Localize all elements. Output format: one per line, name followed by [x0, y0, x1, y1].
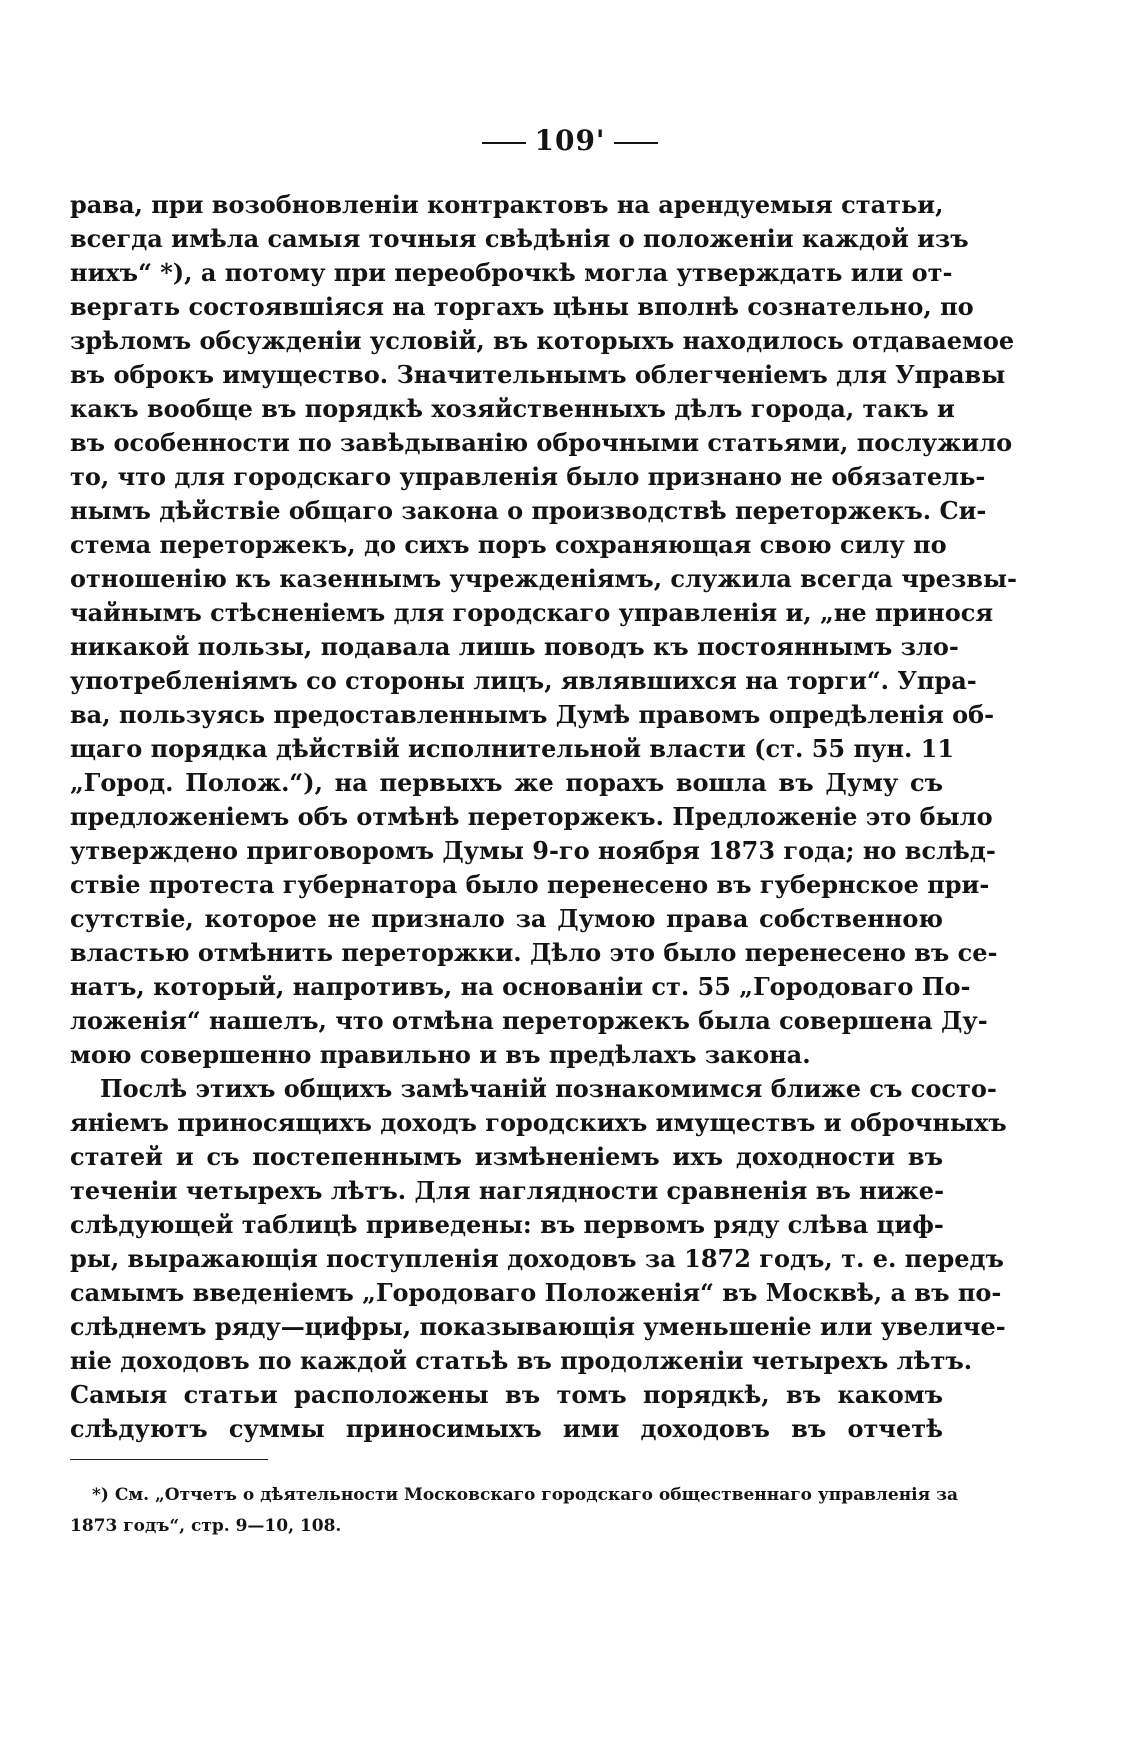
- text-line: какъ вообще въ порядкѣ хозяйственныхъ дѣлъ города, такъ и: [70, 394, 955, 423]
- text-line: Послѣ этихъ общихъ замѣчаній познакомимся ближе съ состо-: [100, 1074, 997, 1103]
- footnote: [70, 1480, 958, 1542]
- text-line: нихъ“ *), а потому при переоброчкѣ могла утверждать или от-: [70, 258, 953, 287]
- text-line: нымъ дѣйствіе общаго закона о производствѣ переторжекъ. Си-: [70, 496, 987, 525]
- text-line: ва, пользуясь предоставленнымъ Думѣ правомъ опредѣленія об-: [70, 700, 995, 729]
- text-line: утверждено приговоромъ Думы 9-го ноября 1873 года; но вслѣд-: [70, 836, 996, 865]
- text-line: слѣдующей таблицѣ приведены: въ первомъ ряду слѣва циф-: [70, 1210, 944, 1239]
- text-line: въ особенности по завѣдыванію оброчными статьями, послужило: [70, 428, 1013, 457]
- text-line: Самыя статьи расположены въ томъ порядкѣ, въ какомъ: [70, 1380, 943, 1409]
- text-line: стема переторжекъ, до сихъ поръ сохраняющая свою силу по: [70, 530, 947, 559]
- text-line: никакой пользы, подавала лишь поводъ къ постояннымъ зло-: [70, 632, 959, 661]
- footnote-divider: [70, 1459, 268, 1460]
- page-number-text: 109': [534, 124, 606, 157]
- text-line: слѣдуютъ суммы приносимыхъ ими доходовъ въ отчетѣ: [70, 1414, 943, 1443]
- text-line: натъ, который, напротивъ, на основаніи ст. 55 „Городоваго По-: [70, 972, 971, 1001]
- page-number: [0, 124, 1140, 157]
- text-line: слѣднемъ ряду—цифры, показывающія уменьшеніе или увеличе-: [70, 1312, 1006, 1341]
- body-text: [70, 188, 1017, 1446]
- text-line: зрѣломъ обсужденіи условій, въ которыхъ находилось отдаваемое: [70, 326, 1015, 355]
- page-number-dash-left: [482, 142, 526, 144]
- page-number-dash-right: [614, 142, 658, 144]
- text-line: ствіе протеста губернатора было перенесено въ губернское при-: [70, 870, 990, 899]
- text-line: вергать состоявшіяся на торгахъ цѣны вполнѣ сознательно, по: [70, 292, 974, 321]
- text-line: чайнымъ стѣсненіемъ для городскаго управленія и, „не принося: [70, 598, 994, 627]
- text-line: ложенія“ нашелъ, что отмѣна переторжекъ была совершена Ду-: [70, 1006, 988, 1035]
- footnote-line: 1873 годъ“, стр. 9—10, 108.: [70, 1516, 342, 1536]
- text-line: ніе доходовъ по каждой статьѣ въ продолженіи четырехъ лѣтъ.: [70, 1346, 973, 1375]
- text-line: властью отмѣнить переторжки. Дѣло это было перенесено въ се-: [70, 938, 998, 967]
- text-line: отношенію къ казеннымъ учрежденіямъ, служила всегда чрезвы-: [70, 564, 1017, 593]
- text-line: то, что для городскаго управленія было признано не обязатель-: [70, 462, 986, 491]
- text-line: ры, выражающія поступленія доходовъ за 1872 годъ, т. е. передъ: [70, 1244, 1004, 1273]
- text-line: мою совершенно правильно и въ предѣлахъ закона.: [70, 1040, 811, 1069]
- footnote-line: *) См. „Отчетъ о дѣятельности Московскаго городскаго общественнаго управленія за: [92, 1485, 958, 1505]
- text-line: въ оброкъ имущество. Значительнымъ облегченіемъ для Управы: [70, 360, 1006, 389]
- text-line: статей и съ постепеннымъ измѣненіемъ ихъ доходности въ: [70, 1142, 943, 1171]
- text-line: щаго порядка дѣйствій исполнительной власти (ст. 55 пун. 11: [70, 734, 955, 763]
- text-line: всегда имѣла самыя точныя свѣдѣнія о положеніи каждой изъ: [70, 224, 969, 253]
- text-line: употребленіямъ со стороны лицъ, являвшихся на торги“. Упра-: [70, 666, 977, 695]
- text-line: самымъ введеніемъ „Городоваго Положенія“ въ Москвѣ, а въ по-: [70, 1278, 1002, 1307]
- text-line: теченіи четырехъ лѣтъ. Для наглядности сравненія въ ниже-: [70, 1176, 945, 1205]
- text-line: „Город. Полож.“), на первыхъ же порахъ вошла въ Думу съ: [70, 768, 943, 797]
- text-line: сутствіе, которое не признало за Думою права собственною: [70, 904, 943, 933]
- text-line: предложеніемъ объ отмѣнѣ переторжекъ. Предложеніе это было: [70, 802, 993, 831]
- text-line: рава, при возобновленіи контрактовъ на арендуемыя статьи,: [70, 190, 944, 219]
- text-line: яніемъ приносящихъ доходъ городскихъ имуществъ и оброчныхъ: [70, 1108, 1007, 1137]
